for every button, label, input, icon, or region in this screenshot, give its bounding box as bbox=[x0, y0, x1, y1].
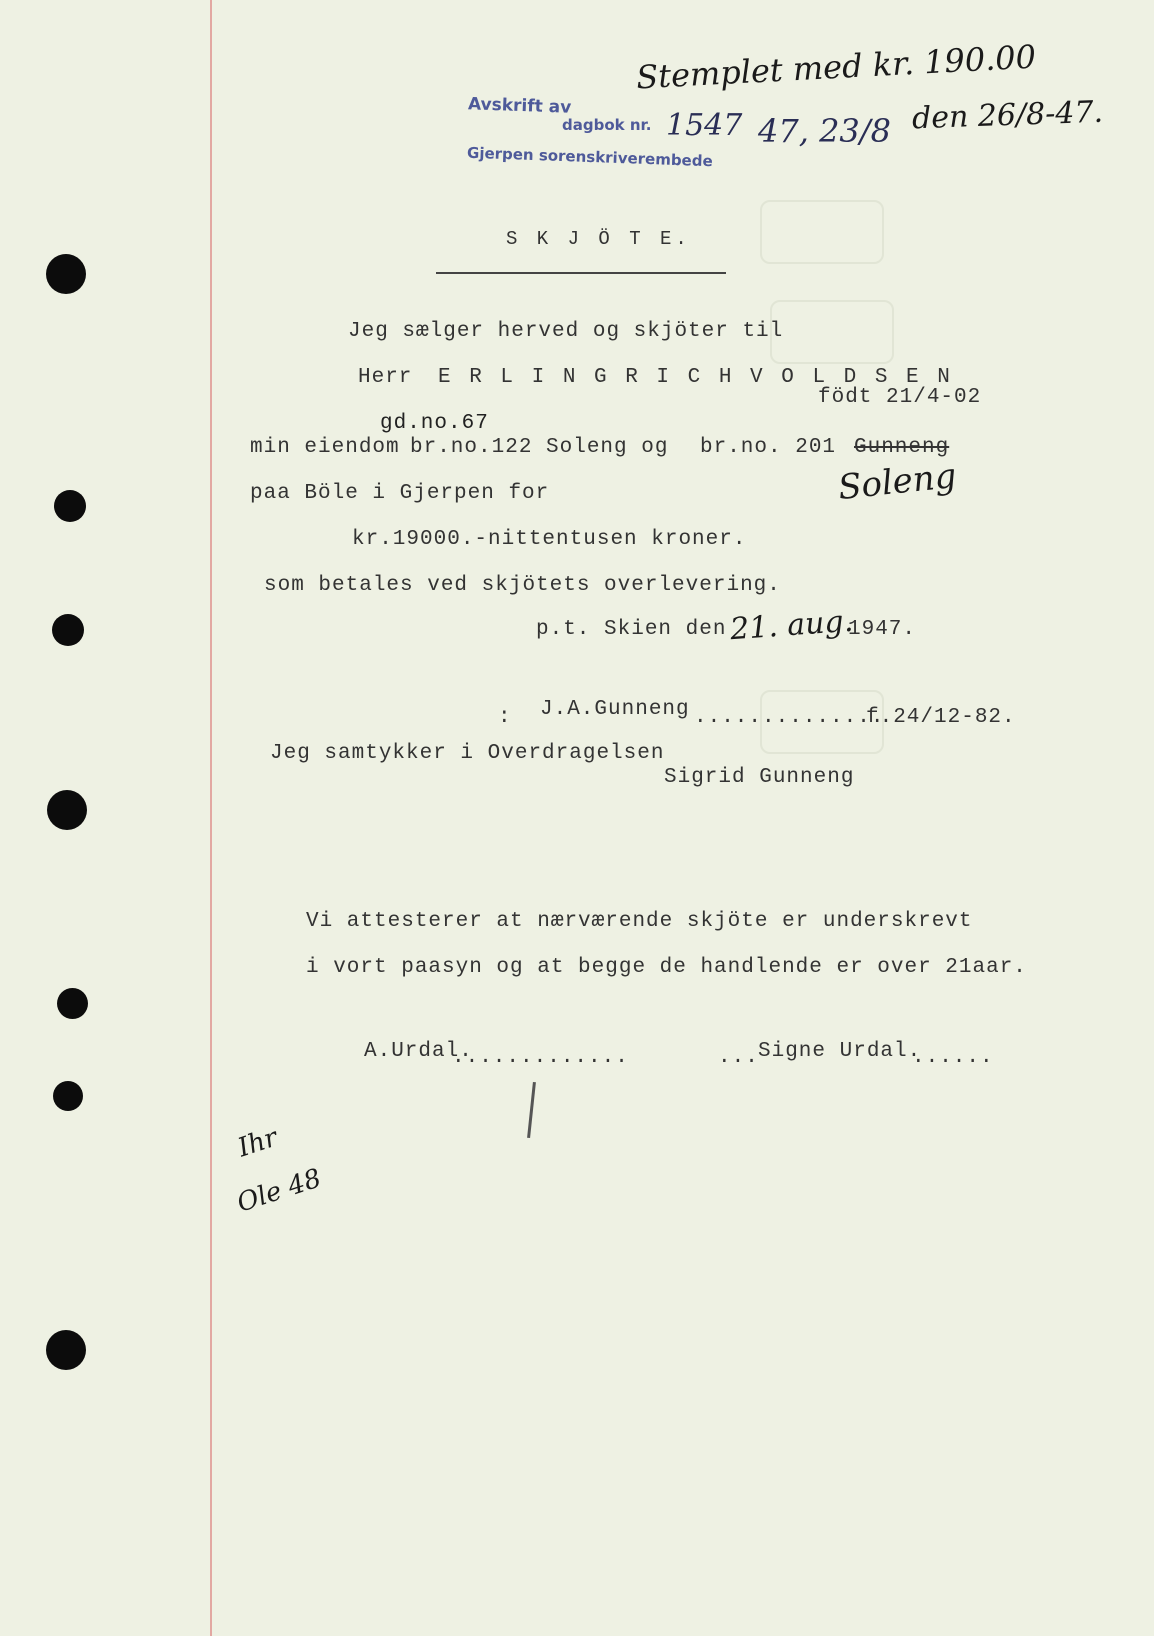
show-through-mark bbox=[770, 300, 894, 364]
stamp-duty-annotation: Stemplet med kr. 190.00 bbox=[635, 37, 1037, 97]
consent-text: Jeg samtykker i Overdragelsen bbox=[270, 742, 665, 765]
location-line: paa Böle i Gjerpen for bbox=[250, 482, 550, 505]
witness-2: Signe Urdal. bbox=[758, 1040, 922, 1063]
consent-name: Sigrid Gunneng bbox=[664, 766, 855, 789]
attestation-line-2: i vort paasyn og at begge de handlende er over 21aar. bbox=[306, 956, 1027, 979]
stamp-line-1: Avskrift av bbox=[467, 94, 572, 118]
witness-2-dots-left: ... bbox=[718, 1046, 759, 1069]
red-margin-line bbox=[210, 0, 212, 1636]
stamp-year-date: 47, 23/8 bbox=[758, 112, 891, 150]
witness-1-dots: ............. bbox=[452, 1046, 629, 1069]
gd-number: gd.no.67 bbox=[380, 412, 489, 435]
punch-hole bbox=[52, 614, 84, 646]
witness-1: A.Urdal. bbox=[364, 1040, 473, 1063]
title-underline bbox=[436, 272, 726, 274]
price-line: kr.19000.-nittentusen kroner. bbox=[352, 528, 747, 551]
stamp-number: 1547 bbox=[666, 108, 743, 143]
buyer-prefix: Herr bbox=[358, 366, 413, 389]
seller-birth: f.24/12-82. bbox=[866, 706, 1016, 729]
property-b: br.no.122 Soleng og bbox=[410, 436, 669, 459]
punch-hole bbox=[54, 490, 86, 522]
property-handwritten: Soleng bbox=[836, 455, 959, 509]
property-a: min eiendom bbox=[250, 436, 400, 459]
punch-hole bbox=[46, 254, 86, 294]
witness-2-dots: ...... bbox=[912, 1046, 994, 1069]
document-title: S K J Ö T E. bbox=[506, 228, 691, 250]
bottom-note-line-2: Ole 48 bbox=[233, 1163, 325, 1219]
year: 1947. bbox=[848, 618, 917, 641]
show-through-mark bbox=[760, 200, 884, 264]
stamp-line-1b: dagbok nr. bbox=[562, 116, 652, 134]
property-c: br.no. 201 bbox=[700, 436, 837, 459]
payment-line: som betales ved skjötets overlevering. bbox=[264, 574, 781, 597]
place-prefix: p.t. Skien den bbox=[536, 618, 727, 641]
buyer-birth: födt 21/4-02 bbox=[818, 386, 982, 409]
buyer-name: E R L I N G R I C H V O L D S E N bbox=[438, 366, 953, 389]
body-line-1: Jeg sælger herved og skjöter til bbox=[348, 320, 784, 343]
seller-dots: .............. bbox=[694, 706, 885, 729]
bottom-note-line-1: Ihr bbox=[234, 1122, 282, 1164]
punch-hole bbox=[46, 1330, 86, 1370]
seller-name: J.A.Gunneng bbox=[540, 698, 690, 721]
attestation-line-1: Vi attesterer at nærværende skjöte er underskrevt bbox=[306, 910, 973, 933]
stamp-line-3: Gjerpen sorenskriverembede bbox=[466, 143, 713, 171]
ink-mark bbox=[527, 1082, 536, 1138]
punch-hole bbox=[47, 790, 87, 830]
stamp-duty-date: den 26/8-47. bbox=[911, 94, 1104, 137]
date-handwritten: 21. aug. bbox=[728, 603, 855, 648]
punch-hole bbox=[53, 1081, 83, 1111]
seller-dots-left: : bbox=[498, 706, 512, 729]
punch-hole bbox=[57, 988, 88, 1019]
property-struck: Gunneng bbox=[854, 436, 950, 459]
